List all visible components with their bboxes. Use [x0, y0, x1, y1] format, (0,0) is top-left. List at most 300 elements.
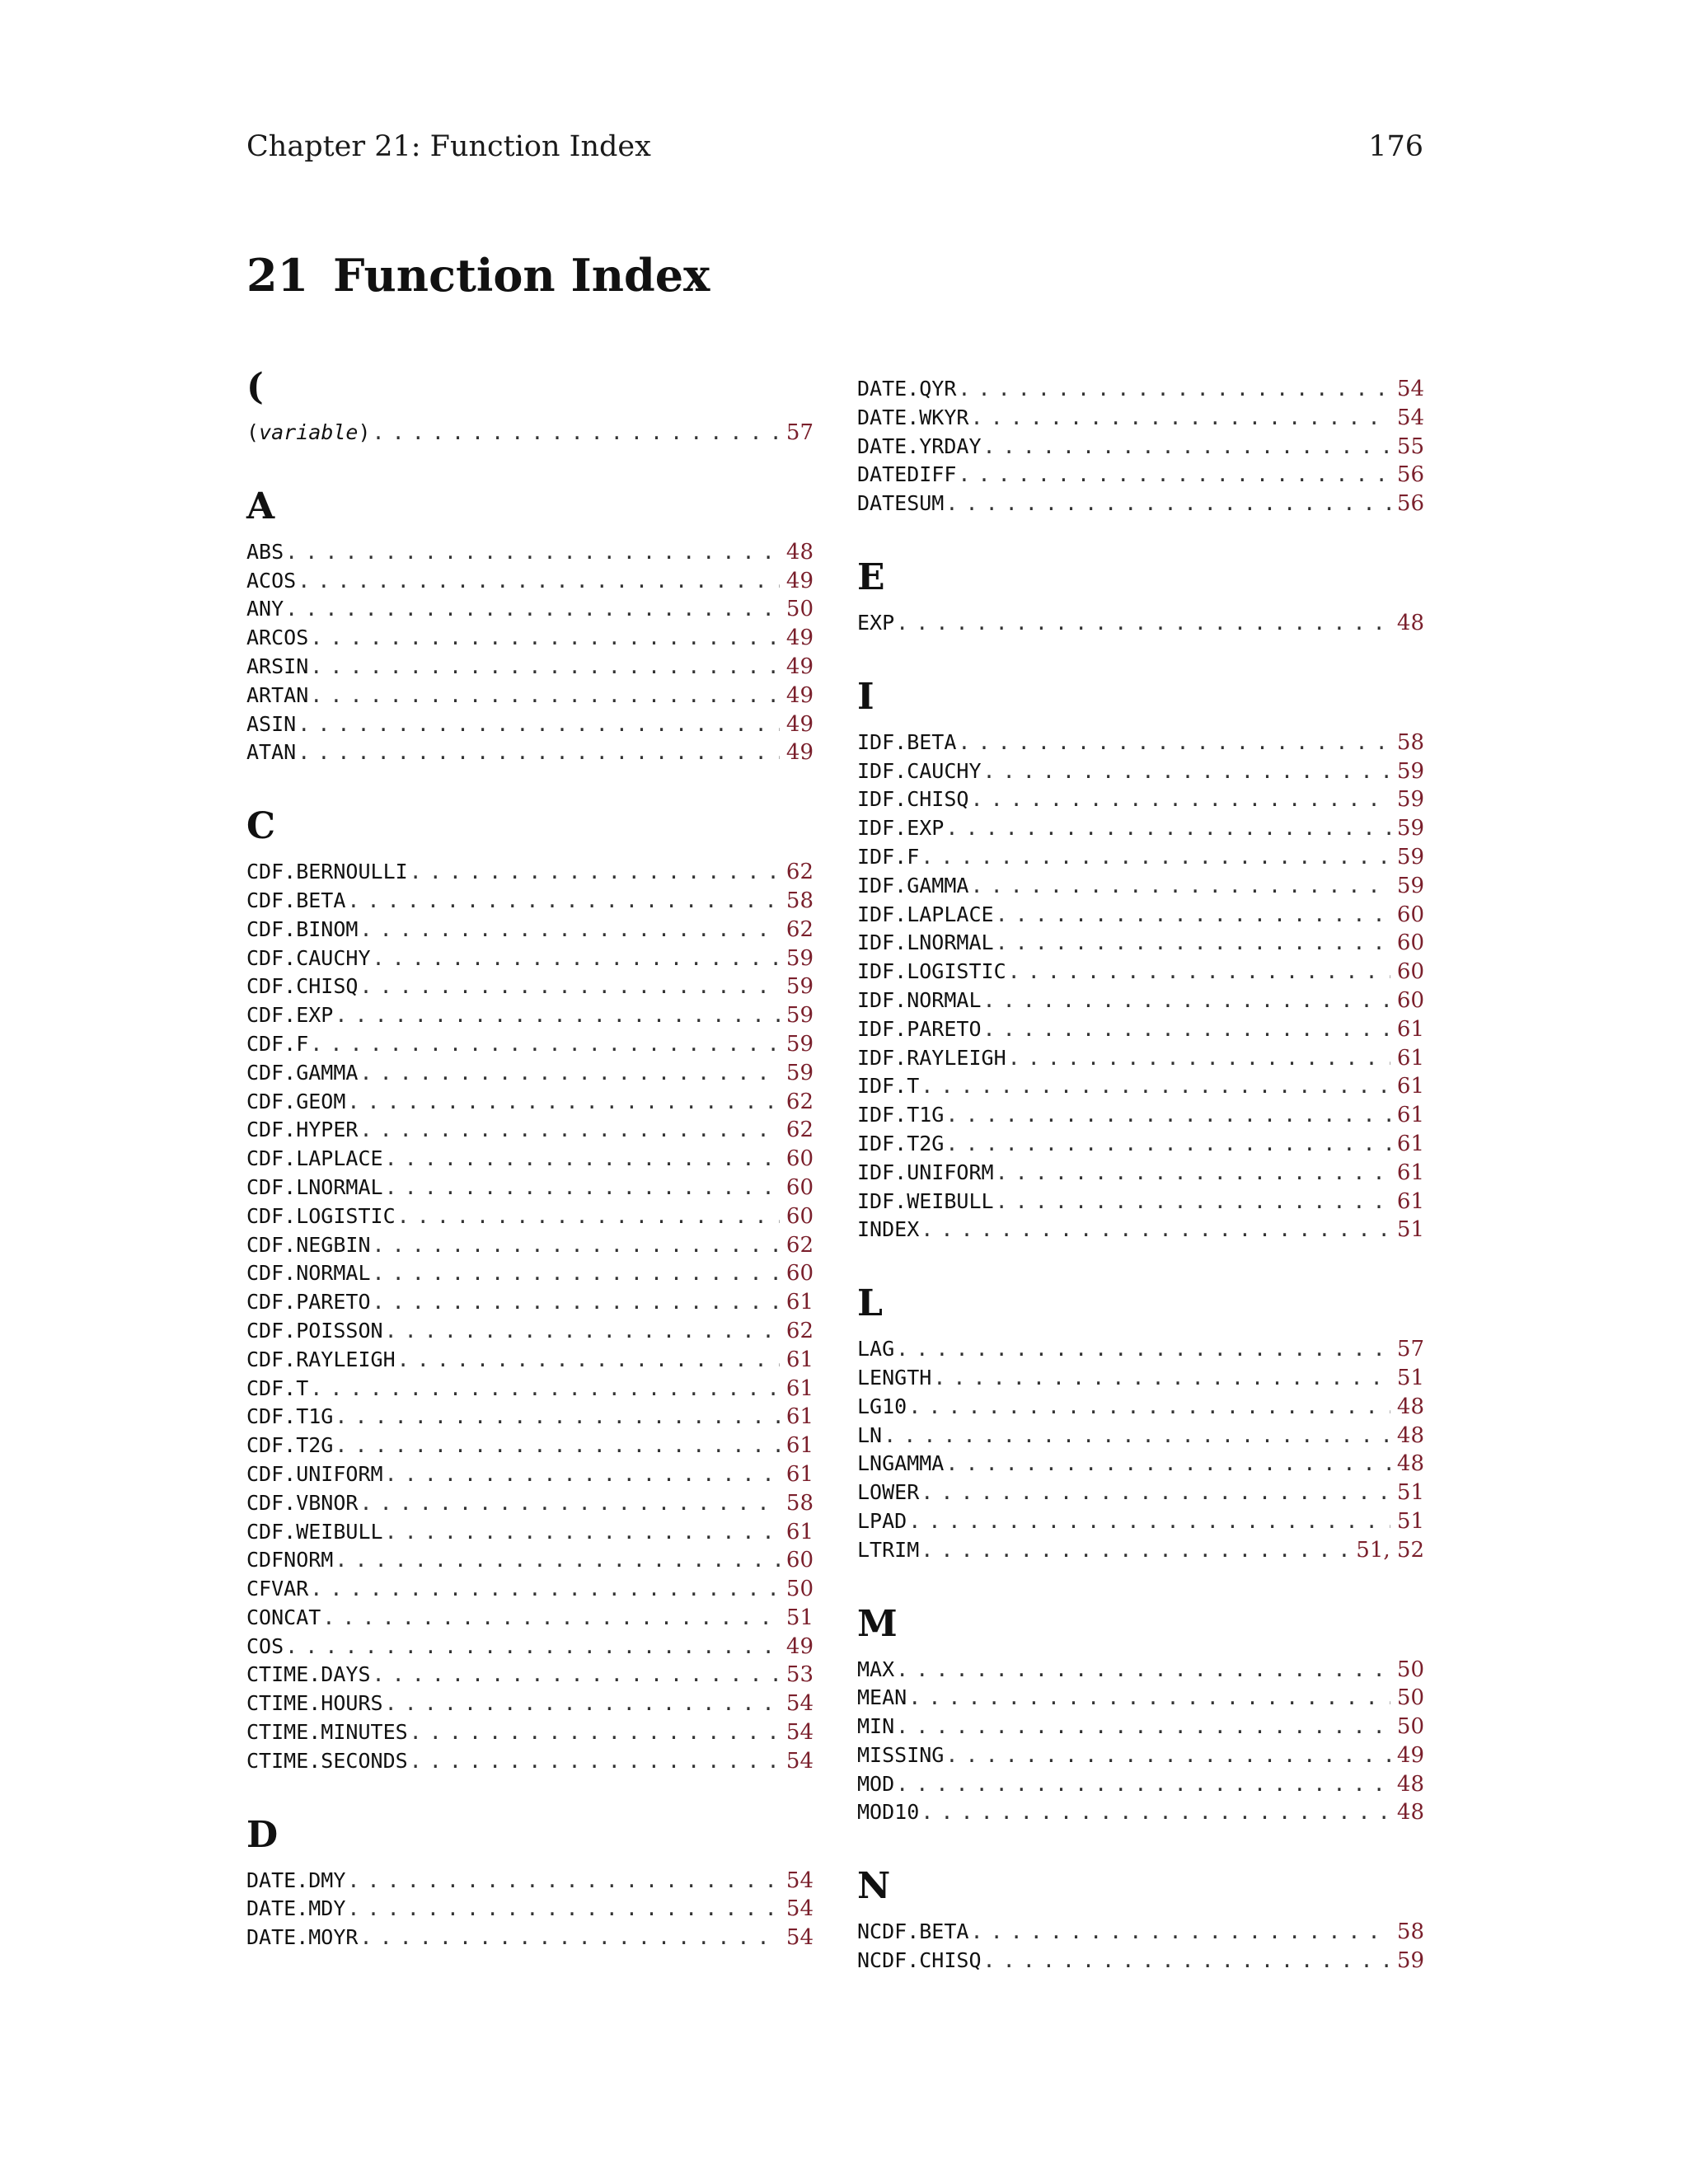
page-ref-link[interactable]: 56: [1396, 462, 1424, 488]
entry-name-text: ARSIN: [246, 654, 309, 678]
page-ref-link[interactable]: 62: [785, 1232, 814, 1258]
index-entry[interactable]: [246, 1001, 814, 1030]
page-ref-link[interactable]: 49: [785, 654, 814, 679]
index-entry[interactable]: [246, 1747, 814, 1776]
entry-name: [857, 1364, 931, 1393]
entry-name: [246, 567, 296, 596]
dot-leader: [310, 682, 780, 710]
page-ref-link[interactable]: 49: [785, 1633, 814, 1659]
entry-name-text: CDF.NORMAL: [246, 1261, 371, 1286]
entry-name-text: LG10: [857, 1394, 907, 1418]
page-ref-link[interactable]: 62: [785, 860, 814, 885]
index-entry[interactable]: [857, 929, 1424, 958]
page-ref-link[interactable]: 61: [785, 1376, 814, 1401]
index-entry[interactable]: [857, 1072, 1424, 1101]
page-ref-link[interactable]: 61: [1396, 1045, 1424, 1071]
page-ref-link[interactable]: 54: [785, 1868, 814, 1893]
page-ref-link[interactable]: 59: [785, 945, 814, 971]
page-ref-link[interactable]: 48: [1396, 1771, 1424, 1797]
entry-name: [857, 1656, 894, 1685]
chapter-number: 21: [246, 249, 309, 302]
entry-name: [246, 972, 358, 1001]
page-ref-link[interactable]: 61: [1396, 1188, 1424, 1214]
entry-name: [246, 1174, 383, 1202]
dot-leader: [908, 1684, 1390, 1713]
dot-leader: [983, 987, 1390, 1015]
dot-leader: [385, 1460, 780, 1489]
page-ref-link[interactable]: 61: [1396, 1160, 1424, 1185]
index-entry[interactable]: [246, 1867, 814, 1896]
page-ref-link[interactable]: 50: [785, 597, 814, 622]
entry-name: [246, 1375, 308, 1404]
entry-name: [246, 1059, 358, 1088]
entry-name: [857, 1335, 894, 1364]
page-ref-link[interactable]: 54: [785, 1925, 814, 1951]
index-entry[interactable]: [857, 1798, 1424, 1827]
page-ref-link[interactable]: 48: [1396, 1800, 1424, 1825]
dot-leader: [373, 944, 780, 973]
dot-leader: [373, 1231, 780, 1260]
index-entry[interactable]: [246, 1202, 814, 1231]
page-ref-link[interactable]: 58: [785, 1490, 814, 1516]
index-entry[interactable]: [246, 1088, 814, 1117]
index-entry[interactable]: [246, 1489, 814, 1518]
entry-name: [246, 1661, 371, 1690]
index-entry[interactable]: [246, 1231, 814, 1260]
page-ref-link[interactable]: 51: [785, 1605, 814, 1630]
page-ref-link[interactable]: 60: [785, 1203, 814, 1229]
entry-name-text: LPAD: [857, 1508, 907, 1533]
entry-name: [246, 858, 408, 887]
dot-leader: [373, 1259, 780, 1288]
page-ref-link[interactable]: 59: [1396, 758, 1424, 784]
dot-leader: [1008, 958, 1390, 987]
page-ref-link[interactable]: 59: [1396, 873, 1424, 898]
page-ref-link[interactable]: 51, 52: [1356, 1537, 1424, 1563]
entry-name: [246, 1747, 408, 1776]
page-ref-link[interactable]: 49: [785, 626, 814, 651]
entry-name: [857, 987, 982, 1015]
index-entry[interactable]: [857, 1393, 1424, 1422]
page-ref-link[interactable]: 61: [785, 1290, 814, 1315]
dot-leader: [958, 461, 1390, 490]
index-entry[interactable]: [246, 1145, 814, 1174]
page-ref-link[interactable]: 60: [785, 1261, 814, 1286]
page-ref-link[interactable]: 60: [785, 1146, 814, 1172]
entry-name: [857, 1798, 919, 1827]
dot-leader: [385, 1690, 780, 1718]
entry-name: [246, 1317, 383, 1346]
page-ref-link[interactable]: 54: [1396, 405, 1424, 430]
dot-leader: [385, 1145, 780, 1174]
index-entry[interactable]: [246, 1432, 814, 1460]
index-entry[interactable]: [246, 624, 814, 653]
index-entry[interactable]: [857, 1684, 1424, 1713]
dot-leader: [996, 929, 1390, 958]
entry-name-text: CDF.PARETO: [246, 1290, 371, 1315]
index-entry[interactable]: [246, 1059, 814, 1088]
index-entry[interactable]: [246, 710, 814, 739]
index-entry[interactable]: [857, 490, 1424, 518]
index-entry[interactable]: [857, 1015, 1424, 1044]
page-ref-link[interactable]: 51: [1396, 1217, 1424, 1243]
index-entry[interactable]: [857, 814, 1424, 843]
entry-name: [857, 929, 994, 958]
entry-name: [857, 1741, 944, 1770]
dot-leader: [983, 433, 1390, 462]
dot-leader: [385, 1317, 780, 1346]
page-ref-link[interactable]: 49: [785, 740, 814, 766]
index-entry[interactable]: [246, 1116, 814, 1145]
page-ref-link[interactable]: 51: [1396, 1365, 1424, 1390]
page-ref-link[interactable]: 56: [1396, 491, 1424, 517]
index-entry[interactable]: [246, 567, 814, 596]
page-ref-link[interactable]: 61: [1396, 1016, 1424, 1042]
index-entry[interactable]: [857, 433, 1424, 462]
entry-name-text: IDF.BETA: [857, 729, 957, 754]
index-entry[interactable]: [857, 1216, 1424, 1244]
dot-leader: [310, 624, 780, 653]
entry-name-prefix: (: [246, 420, 260, 444]
entry-name: [246, 1867, 345, 1896]
entry-name: [246, 1288, 371, 1317]
entry-name-text: ATAN: [246, 740, 297, 765]
page-ref-link[interactable]: 59: [1396, 844, 1424, 869]
page-ref-link[interactable]: 50: [1396, 1714, 1424, 1740]
entry-name-text: CDF.BETA: [246, 888, 346, 912]
entry-name: [857, 1422, 882, 1451]
dot-leader: [970, 1918, 1390, 1947]
page-ref-link[interactable]: 54: [785, 1748, 814, 1774]
index-entry[interactable]: [246, 1690, 814, 1718]
dot-leader: [335, 1403, 780, 1432]
index-entry[interactable]: [246, 1317, 814, 1346]
entry-name: [857, 872, 968, 901]
entry-name-text: IDF.PARETO: [857, 1016, 982, 1041]
section-letter: A: [246, 485, 275, 527]
index-entry[interactable]: [857, 1536, 1424, 1565]
index-entry[interactable]: [246, 1174, 814, 1202]
dot-leader: [970, 404, 1390, 433]
entry-name: [857, 1536, 919, 1565]
dot-leader: [359, 1489, 779, 1518]
page-ref-link[interactable]: 48: [1396, 1422, 1424, 1448]
index-entry[interactable]: [246, 738, 814, 767]
index-entry[interactable]: [246, 653, 814, 682]
index-entry[interactable]: [857, 872, 1424, 901]
entry-name: [246, 1346, 396, 1375]
page-ref-link[interactable]: 60: [785, 1174, 814, 1200]
index-entry[interactable]: [246, 972, 814, 1001]
index-entry[interactable]: [246, 595, 814, 624]
index-entry[interactable]: [857, 404, 1424, 433]
dot-leader: [298, 738, 780, 767]
page-ref-link[interactable]: 48: [1396, 1451, 1424, 1477]
dot-leader: [945, 1101, 1390, 1130]
page-ref-link[interactable]: 60: [1396, 930, 1424, 956]
entry-name-text: CDF.BINOM: [246, 916, 359, 941]
page-ref-link[interactable]: 59: [1396, 787, 1424, 813]
section-letter: C: [246, 805, 276, 848]
index-entry[interactable]: [857, 785, 1424, 814]
index-entry[interactable]: [857, 1101, 1424, 1130]
entry-name-text: MOD10: [857, 1800, 920, 1825]
index-entry[interactable]: [857, 461, 1424, 490]
dot-leader: [908, 1393, 1390, 1422]
page-ref-link[interactable]: 58: [1396, 729, 1424, 755]
index-entry[interactable]: [857, 1918, 1424, 1947]
entry-name-text: IDF.LNORMAL: [857, 930, 994, 955]
index-entry[interactable]: [246, 1518, 814, 1547]
entry-name: [857, 958, 1006, 987]
entry-name-text: IDF.T: [857, 1074, 920, 1099]
index-entry[interactable]: [246, 1460, 814, 1489]
entry-name-text: IDF.T2G: [857, 1131, 945, 1155]
index-entry[interactable]: [857, 1335, 1424, 1364]
page-ref-link[interactable]: 60: [785, 1548, 814, 1573]
entry-name-text: LAG: [857, 1337, 895, 1361]
entry-name-text: ARTAN: [246, 682, 309, 707]
page-ref-link[interactable]: 61: [1396, 1074, 1424, 1099]
index-entry[interactable]: [246, 1030, 814, 1059]
entry-name: [857, 1507, 907, 1536]
dot-leader: [921, 1479, 1390, 1507]
entry-name-text: EXP: [857, 610, 895, 635]
entry-name-text: DATE.QYR: [857, 377, 957, 401]
index-entry[interactable]: [857, 1044, 1424, 1073]
entry-name-text: IDF.WEIBULL: [857, 1188, 994, 1213]
index-entry[interactable]: [246, 916, 814, 944]
page-ref-link[interactable]: 62: [785, 1318, 814, 1343]
index-entry[interactable]: [857, 375, 1424, 404]
entry-name: [246, 1145, 383, 1174]
page-ref-link[interactable]: 61: [785, 1347, 814, 1372]
entry-name-text: ASIN: [246, 711, 297, 736]
page-ref-link[interactable]: 50: [1396, 1657, 1424, 1682]
index-entry[interactable]: [857, 901, 1424, 930]
index-entry[interactable]: [857, 1479, 1424, 1507]
page-ref-link[interactable]: 54: [1396, 377, 1424, 401]
index-entry[interactable]: [246, 1546, 814, 1575]
page-ref-link[interactable]: 59: [785, 974, 814, 1000]
index-entry[interactable]: [246, 1346, 814, 1375]
page-ref-link[interactable]: 60: [1396, 902, 1424, 927]
dot-leader: [945, 1130, 1390, 1159]
page-ref-link[interactable]: 59: [785, 1060, 814, 1085]
page-ref-link[interactable]: 57: [785, 420, 814, 445]
page-ref-link[interactable]: 59: [785, 1003, 814, 1029]
dot-leader: [884, 1422, 1390, 1451]
index-entry[interactable]: [857, 1422, 1424, 1451]
index-entry[interactable]: [857, 729, 1424, 757]
entry-name-text: IDF.CAUCHY: [857, 758, 982, 783]
index-entry[interactable]: [246, 1604, 814, 1633]
entry-name-text: MIN: [857, 1714, 895, 1739]
index-entry[interactable]: [857, 1947, 1424, 1975]
page-ref-link[interactable]: 48: [785, 539, 814, 565]
chapter-title-text: Function Index: [333, 249, 710, 302]
index-entry[interactable]: [246, 1575, 814, 1604]
entry-name-text: DATE.DMY: [246, 1868, 346, 1892]
index-section: [857, 1281, 1424, 1564]
index-entry[interactable]: [246, 1375, 814, 1404]
entry-name: [857, 1393, 907, 1422]
index-entry[interactable]: [246, 538, 814, 567]
index-entry[interactable]: [246, 1259, 814, 1288]
page-ref-link[interactable]: 54: [785, 1720, 814, 1746]
index-entry[interactable]: [857, 1770, 1424, 1799]
dot-leader: [945, 1741, 1390, 1770]
dot-leader: [335, 1546, 780, 1575]
index-entry[interactable]: [857, 843, 1424, 872]
page-ref-link[interactable]: 59: [785, 1031, 814, 1057]
page-ref-link[interactable]: 48: [1396, 610, 1424, 635]
page-ref-link[interactable]: 62: [785, 916, 814, 942]
page-ref-link[interactable]: 57: [1396, 1337, 1424, 1362]
entry-name: [246, 1259, 371, 1288]
dot-leader: [896, 1713, 1390, 1741]
index-entry[interactable]: [246, 1924, 814, 1952]
dot-leader: [921, 843, 1390, 872]
index-entry[interactable]: [246, 1403, 814, 1432]
page-ref-link[interactable]: 60: [1396, 959, 1424, 985]
index-entry[interactable]: [246, 682, 814, 710]
index-entry[interactable]: [246, 419, 814, 448]
entry-name-text: CDFNORM: [246, 1548, 334, 1572]
entry-name-text: CDF.GEOM: [246, 1089, 346, 1113]
index-column-left: [246, 364, 814, 1989]
page-ref-link[interactable]: 61: [1396, 1103, 1424, 1128]
page-ref-link[interactable]: 49: [785, 711, 814, 737]
entry-name: [246, 1633, 284, 1661]
index-entry[interactable]: [246, 1718, 814, 1747]
entry-name-text: LN: [857, 1422, 883, 1447]
entry-name-text: CDF.RAYLEIGH: [246, 1347, 396, 1371]
entry-name: [246, 682, 308, 710]
page-ref-link[interactable]: 49: [785, 568, 814, 593]
dot-leader: [322, 1604, 780, 1633]
page-ref-link[interactable]: 62: [785, 1089, 814, 1114]
index-entry[interactable]: [857, 1713, 1424, 1741]
dot-leader: [921, 1216, 1390, 1244]
page-ref-link[interactable]: 49: [1396, 1742, 1424, 1768]
page-ref-link[interactable]: 58: [785, 888, 814, 913]
entry-name-text: IDF.CHISQ: [857, 787, 969, 812]
page-ref-link[interactable]: 54: [785, 1691, 814, 1717]
dot-leader: [958, 729, 1390, 757]
dot-leader: [298, 710, 780, 739]
entry-name-text: DATE.WKYR: [857, 405, 969, 429]
index-entry[interactable]: [246, 887, 814, 916]
index-entry[interactable]: [857, 1656, 1424, 1685]
entry-name-text: MEAN: [857, 1685, 907, 1710]
entry-name: [246, 1718, 408, 1747]
page-ref-link[interactable]: 50: [785, 1577, 814, 1602]
dot-leader: [945, 490, 1390, 518]
entry-name: [246, 653, 308, 682]
page-ref-link[interactable]: 61: [785, 1519, 814, 1544]
page-ref-link[interactable]: 62: [785, 1118, 814, 1143]
index-entry[interactable]: [857, 958, 1424, 987]
dot-leader: [896, 1770, 1390, 1799]
page-ref-link[interactable]: 50: [1396, 1685, 1424, 1711]
index-entry[interactable]: [246, 1895, 814, 1924]
index-entry[interactable]: [246, 1288, 814, 1317]
dot-leader: [359, 972, 779, 1001]
page-ref-link[interactable]: 54: [785, 1896, 814, 1922]
index-entry[interactable]: [857, 1159, 1424, 1188]
page-ref-link[interactable]: 49: [785, 682, 814, 708]
page-ref-link[interactable]: 53: [785, 1662, 814, 1688]
page-ref-link[interactable]: 61: [785, 1404, 814, 1430]
entry-name: [246, 595, 284, 624]
page-ref-link[interactable]: 61: [1396, 1131, 1424, 1156]
section-letter: I: [857, 675, 874, 718]
index-entry[interactable]: [857, 1450, 1424, 1479]
index-entry[interactable]: [857, 1188, 1424, 1216]
page-ref-link[interactable]: 51: [1396, 1480, 1424, 1506]
entry-name-text: ACOS: [246, 568, 297, 593]
entry-name: [246, 887, 345, 916]
index-entry[interactable]: [246, 858, 814, 887]
page-ref-link[interactable]: 48: [1396, 1394, 1424, 1419]
running-title: Chapter 21: Function Index: [246, 130, 651, 163]
dot-leader: [996, 901, 1390, 930]
entry-name-text: CDF.EXP: [246, 1003, 334, 1028]
page-ref-link[interactable]: 61: [785, 1461, 814, 1487]
index-entry[interactable]: [857, 987, 1424, 1015]
dot-leader: [310, 653, 780, 682]
index-entry[interactable]: [857, 1130, 1424, 1159]
entry-name-text: CDF.T2G: [246, 1433, 334, 1458]
dot-leader: [397, 1346, 780, 1375]
index-entry[interactable]: [246, 944, 814, 973]
entry-name: [246, 1460, 383, 1489]
page-ref-link[interactable]: 59: [1396, 816, 1424, 841]
index-entry[interactable]: [857, 609, 1424, 638]
page-ref-link[interactable]: 58: [1396, 1919, 1424, 1945]
page-ref-link[interactable]: 61: [785, 1433, 814, 1459]
dot-leader: [373, 1661, 780, 1690]
entry-name-text: LNGAMMA: [857, 1451, 945, 1476]
index-entry[interactable]: [246, 1633, 814, 1661]
dot-leader: [983, 1947, 1390, 1975]
section-letter: M: [857, 1602, 898, 1645]
entry-name: [246, 1690, 383, 1718]
page-ref-link[interactable]: 51: [1396, 1508, 1424, 1534]
page-ref-link[interactable]: 59: [1396, 1948, 1424, 1974]
entry-name: [857, 1015, 982, 1044]
page-ref-link[interactable]: 55: [1396, 434, 1424, 459]
dot-leader: [310, 1575, 780, 1604]
entry-name: [246, 1924, 358, 1952]
index-entry[interactable]: [857, 1364, 1424, 1393]
page-ref-link[interactable]: 60: [1396, 987, 1424, 1013]
entry-name: [246, 944, 371, 973]
index-entry[interactable]: [857, 1741, 1424, 1770]
entry-name-text: CDF.UNIFORM: [246, 1461, 383, 1486]
entry-name: [857, 1130, 944, 1159]
entry-name-text: ABS: [246, 539, 284, 564]
dot-leader: [983, 1015, 1390, 1044]
dot-leader: [945, 814, 1390, 843]
index-entry[interactable]: [857, 757, 1424, 786]
entry-name-text: LTRIM: [857, 1537, 920, 1562]
index-entry[interactable]: [246, 1661, 814, 1690]
entry-name: [246, 1202, 396, 1231]
entry-name: [857, 1159, 994, 1188]
index-entry[interactable]: [857, 1507, 1424, 1536]
